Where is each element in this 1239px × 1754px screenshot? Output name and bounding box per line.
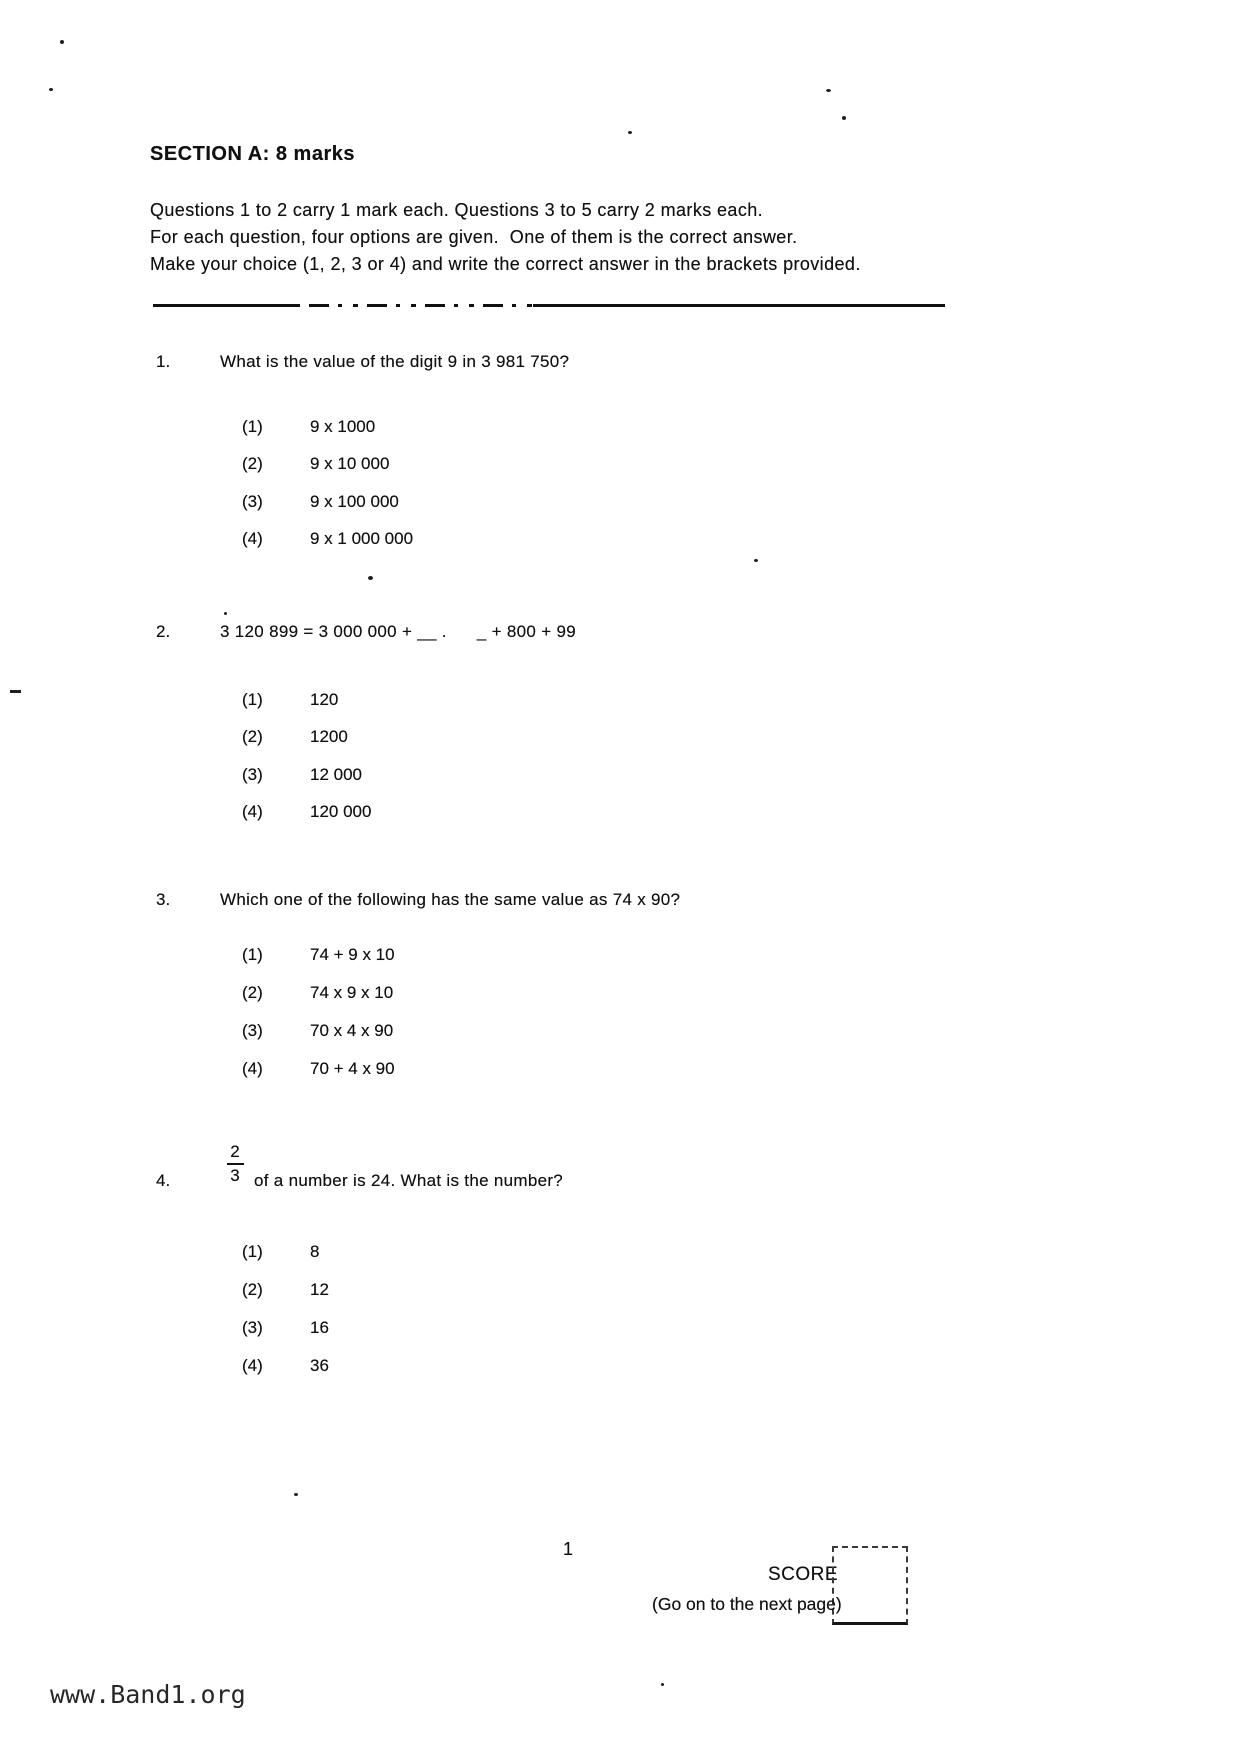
instructions <box>150 197 861 278</box>
option-value: 9 x 1 000 000 <box>310 529 414 548</box>
option-label: (2) <box>242 454 263 473</box>
scan-speck <box>294 1493 298 1496</box>
option-label: (3) <box>242 1318 263 1337</box>
go-on-text: (Go on to the next page) <box>652 1594 842 1614</box>
option-value: 70 + 4 x 90 <box>310 1059 395 1078</box>
question-4-fraction <box>224 1143 246 1185</box>
question-2-text: 3 120 899 = 3 000 000 + __ . _ + 800 + 99 <box>220 622 576 641</box>
fraction-denominator: 3 <box>230 1165 240 1185</box>
scan-speck <box>224 612 227 615</box>
option-value: 120 <box>310 690 339 709</box>
page-number: 1 <box>563 1539 574 1559</box>
option-label: (2) <box>242 727 263 746</box>
question-3-option-1 <box>242 945 395 965</box>
option-value: 8 <box>310 1242 320 1261</box>
option-value: 12 000 <box>310 765 362 784</box>
scan-speck <box>10 690 21 693</box>
question-1-option-4 <box>242 529 413 549</box>
option-label: (4) <box>242 802 263 821</box>
question-1-option-2 <box>242 454 389 474</box>
option-label: (3) <box>242 1021 263 1040</box>
scan-speck <box>826 89 831 92</box>
question-3-number: 3. <box>156 890 171 909</box>
option-label: (1) <box>242 945 263 964</box>
option-value: 16 <box>310 1318 329 1337</box>
instructions-line-1: Questions 1 to 2 carry 1 mark each. Questions 3 to 5 carry 2 marks each. <box>150 200 764 220</box>
option-value: 9 x 1000 <box>310 417 376 436</box>
option-value: 74 + 9 x 10 <box>310 945 395 964</box>
question-1-option-3 <box>242 492 399 512</box>
scan-speck <box>842 116 846 120</box>
question-3-option-4 <box>242 1059 395 1079</box>
question-3-option-2 <box>242 983 393 1003</box>
scan-speck <box>49 88 53 91</box>
scan-speck <box>60 40 64 44</box>
question-4-text: of a number is 24. What is the number? <box>254 1171 564 1190</box>
question-2-option-3 <box>242 765 362 785</box>
option-label: (4) <box>242 1059 263 1078</box>
score-box <box>832 1546 908 1625</box>
question-1-number: 1. <box>156 352 171 371</box>
option-value: 120 000 <box>310 802 372 821</box>
option-label: (2) <box>242 1280 263 1299</box>
question-3-text: Which one of the following has the same value as 74 x 90? <box>220 890 681 909</box>
option-value: 12 <box>310 1280 329 1299</box>
option-label: (3) <box>242 492 263 511</box>
scan-speck <box>368 576 373 580</box>
question-1-option-1 <box>242 417 375 437</box>
option-value: 9 x 10 000 <box>310 454 390 473</box>
question-4-number: 4. <box>156 1171 171 1190</box>
scan-speck <box>754 559 758 562</box>
option-value: 36 <box>310 1356 329 1375</box>
fraction-numerator: 2 <box>230 1142 240 1161</box>
section-divider <box>153 304 945 307</box>
instructions-line-2: For each question, four options are given. One of them is the correct answer. <box>150 227 798 247</box>
option-label: (2) <box>242 983 263 1002</box>
option-label: (4) <box>242 1356 263 1375</box>
question-2-option-2 <box>242 727 348 747</box>
option-value: 1200 <box>310 727 348 746</box>
scan-speck <box>628 131 632 134</box>
score-label: SCORE <box>768 1564 839 1585</box>
question-4-option-2 <box>242 1280 329 1300</box>
question-1-text: What is the value of the digit 9 in 3 981 750? <box>220 352 570 371</box>
section-title: SECTION A: 8 marks <box>150 143 355 165</box>
question-2-number: 2. <box>156 622 171 641</box>
option-label: (3) <box>242 765 263 784</box>
option-label: (1) <box>242 417 263 436</box>
question-4-option-3 <box>242 1318 329 1338</box>
question-4-option-1 <box>242 1242 319 1262</box>
option-label: (1) <box>242 690 263 709</box>
question-2-option-4 <box>242 802 371 822</box>
question-3-option-3 <box>242 1021 393 1041</box>
scan-speck <box>661 1683 664 1686</box>
option-value: 9 x 100 000 <box>310 492 399 511</box>
question-4-option-4 <box>242 1356 329 1376</box>
option-value: 74 x 9 x 10 <box>310 983 394 1002</box>
option-label: (1) <box>242 1242 263 1261</box>
option-value: 70 x 4 x 90 <box>310 1021 394 1040</box>
question-2-option-1 <box>242 690 338 710</box>
instructions-line-3: Make your choice (1, 2, 3 or 4) and write the correct answer in the brackets provided. <box>150 254 861 274</box>
fraction-bar <box>227 1163 244 1165</box>
watermark: www.Band1.org <box>50 1680 246 1709</box>
option-label: (4) <box>242 529 263 548</box>
